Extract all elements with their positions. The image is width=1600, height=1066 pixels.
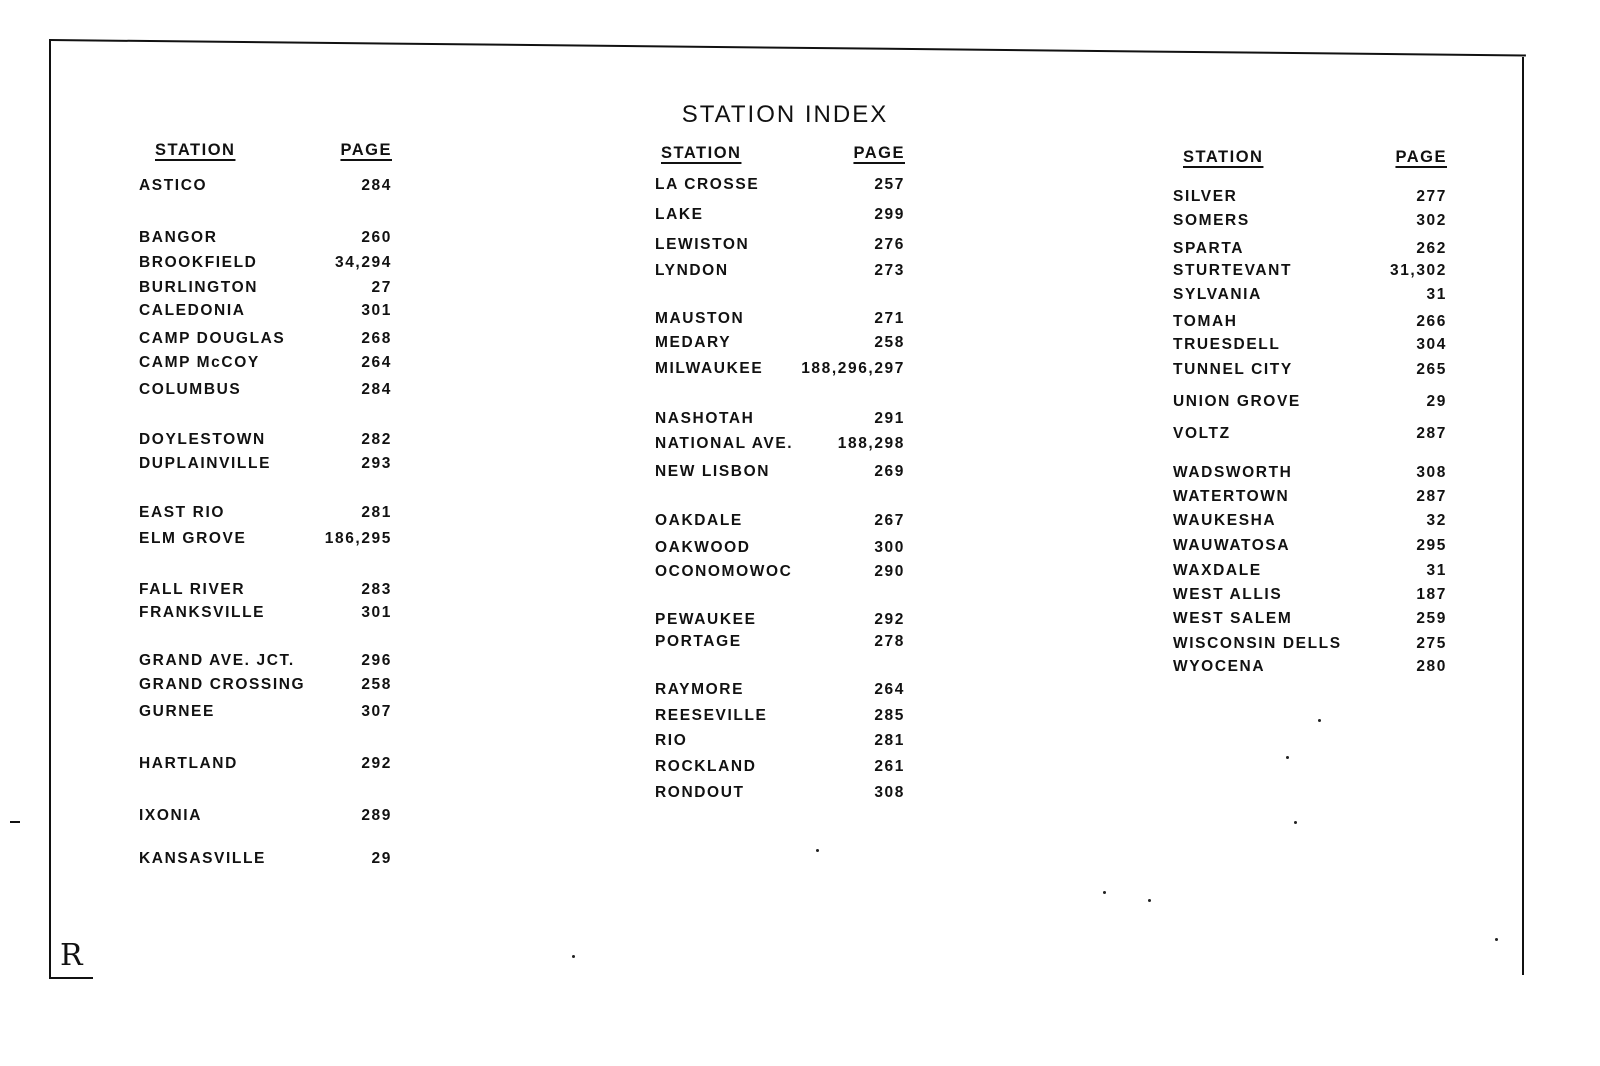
page-number: 292 (874, 611, 905, 628)
station-name: TUNNEL CITY (1173, 361, 1293, 378)
page-number: 291 (874, 410, 905, 427)
page-number: 301 (361, 604, 392, 621)
page-number: 268 (361, 330, 392, 347)
page-number: 31 (1426, 286, 1447, 303)
index-entry (139, 676, 392, 698)
index-entry (139, 703, 392, 725)
page-number: 186,295 (324, 530, 392, 547)
station-name: GRAND CROSSING (139, 676, 306, 693)
station-name: NEW LISBON (655, 463, 771, 480)
page-number: 300 (874, 539, 905, 556)
index-entry (1173, 586, 1447, 608)
page-number: 34,294 (334, 254, 392, 271)
page-header: PAGE (1395, 148, 1447, 166)
page-border-bottom-stub (49, 977, 93, 979)
station-name: SYLVANIA (1173, 286, 1262, 303)
page-number: 284 (361, 381, 392, 398)
page-number: 304 (1416, 336, 1447, 353)
index-entry (1173, 464, 1447, 486)
index-entry (1173, 262, 1447, 284)
index-entry (1173, 488, 1447, 510)
page-header: PAGE (340, 141, 392, 159)
station-name: DOYLESTOWN (139, 431, 266, 448)
index-entry (655, 334, 905, 356)
speck (1103, 891, 1106, 894)
index-entry (139, 302, 392, 324)
station-name: NATIONAL AVE. (655, 435, 794, 452)
index-entry (139, 652, 392, 674)
index-entry (139, 755, 392, 777)
page-number: 32 (1426, 512, 1447, 529)
index-entry (1173, 393, 1447, 415)
page-number: 267 (874, 512, 905, 529)
station-name: IXONIA (139, 807, 202, 824)
station-name: EAST RIO (139, 504, 226, 521)
speck (1148, 899, 1151, 902)
page-number: 271 (874, 310, 905, 327)
station-name: STURTEVANT (1173, 262, 1293, 279)
column-header (139, 141, 392, 171)
station-name: MAUSTON (655, 310, 745, 327)
station-name: WAUKESHA (1173, 512, 1277, 529)
index-entry (139, 581, 392, 603)
station-name: UNION GROVE (1173, 393, 1301, 410)
station-name: HARTLAND (139, 755, 238, 772)
index-entry (655, 310, 905, 332)
station-name: WEST SALEM (1173, 610, 1293, 627)
station-name: LA CROSSE (655, 176, 760, 193)
station-name: LEWISTON (655, 236, 750, 253)
station-name: LYNDON (655, 262, 729, 279)
index-entry (655, 758, 905, 780)
page-number: 275 (1416, 635, 1447, 652)
speck (1318, 719, 1321, 722)
station-name: KANSASVILLE (139, 850, 266, 867)
page-number: 262 (1416, 240, 1447, 257)
index-entry (1173, 512, 1447, 534)
page-number: 299 (874, 206, 905, 223)
index-entry (1173, 313, 1447, 335)
station-name: COLUMBUS (139, 381, 242, 398)
index-entry (655, 512, 905, 534)
station-name: TRUESDELL (1173, 336, 1281, 353)
index-entry (1173, 336, 1447, 358)
page-header: PAGE (853, 144, 905, 162)
station-name: RIO (655, 732, 688, 749)
page-number: 290 (874, 563, 905, 580)
station-name: GRAND AVE. JCT. (139, 652, 295, 669)
index-entry (139, 354, 392, 376)
index-entry (655, 732, 905, 754)
station-name: OAKDALE (655, 512, 743, 529)
speck (572, 955, 575, 958)
station-name: NASHOTAH (655, 410, 755, 427)
station-name: TOMAH (1173, 313, 1238, 330)
station-name: VOLTZ (1173, 425, 1231, 442)
page-number: 308 (1416, 464, 1447, 481)
index-entry (1173, 562, 1447, 584)
index-entry (655, 236, 905, 258)
page-number: 188,296,297 (801, 360, 905, 377)
page-number: 264 (874, 681, 905, 698)
index-entry (655, 681, 905, 703)
page-border-right (1522, 57, 1524, 975)
page-number: 276 (874, 236, 905, 253)
page-number: 278 (874, 633, 905, 650)
page-number: 296 (361, 652, 392, 669)
station-name: DUPLAINVILLE (139, 455, 272, 472)
index-entry (655, 435, 905, 457)
station-name: SOMERS (1173, 212, 1250, 229)
page-number: 277 (1416, 188, 1447, 205)
index-entry (1173, 212, 1447, 234)
station-name: SPARTA (1173, 240, 1245, 257)
station-name: CAMP McCOY (139, 354, 260, 371)
index-entry (655, 539, 905, 561)
index-entry (139, 504, 392, 526)
index-column-1 (139, 141, 392, 881)
speck (816, 849, 819, 852)
index-entry (139, 807, 392, 829)
station-name: FRANKSVILLE (139, 604, 266, 621)
index-entry (655, 563, 905, 585)
station-name: MEDARY (655, 334, 732, 351)
station-name: WYOCENA (1173, 658, 1266, 675)
index-entry (139, 279, 392, 301)
index-entry (655, 633, 905, 655)
page-number: 287 (1416, 425, 1447, 442)
index-entry (655, 176, 905, 198)
index-entry (139, 850, 392, 872)
page-number: 31 (1426, 562, 1447, 579)
station-header: STATION (661, 144, 742, 162)
page-number: 260 (361, 229, 392, 246)
page-number: 266 (1416, 313, 1447, 330)
station-name: MILWAUKEE (655, 360, 764, 377)
index-entry (139, 381, 392, 403)
index-entry (139, 455, 392, 477)
page-number: 283 (361, 581, 392, 598)
station-name: CAMP DOUGLAS (139, 330, 286, 347)
index-entry (139, 330, 392, 352)
page-number: 261 (874, 758, 905, 775)
page-number: 289 (361, 807, 392, 824)
page-number: 308 (874, 784, 905, 801)
page-number: 295 (1416, 537, 1447, 554)
station-name: BURLINGTON (139, 279, 259, 296)
index-entry (1173, 658, 1447, 680)
index-entry (139, 604, 392, 626)
column-header (1173, 148, 1447, 178)
page-number: 29 (1426, 393, 1447, 410)
station-name: WAXDALE (1173, 562, 1262, 579)
index-entry (1173, 240, 1447, 262)
page-number: 29 (371, 850, 392, 867)
page-number: 264 (361, 354, 392, 371)
station-name: REESEVILLE (655, 707, 768, 724)
station-name: RAYMORE (655, 681, 745, 698)
station-name: SILVER (1173, 188, 1238, 205)
page-number: 302 (1416, 212, 1447, 229)
station-name: FALL RIVER (139, 581, 246, 598)
index-entry (1173, 286, 1447, 308)
page-number: 265 (1416, 361, 1447, 378)
index-entry (1173, 188, 1447, 210)
index-entry (1173, 537, 1447, 559)
station-name: ASTICO (139, 177, 208, 194)
station-name: WEST ALLIS (1173, 586, 1283, 603)
index-entry (655, 262, 905, 284)
speck (1286, 756, 1289, 759)
index-entry (655, 611, 905, 633)
page-number: 31,302 (1389, 262, 1447, 279)
station-header: STATION (1183, 148, 1264, 166)
station-name: ELM GROVE (139, 530, 247, 547)
page-number: 293 (361, 455, 392, 472)
index-entry (1173, 610, 1447, 632)
speck (1294, 821, 1297, 824)
index-column-3 (1173, 148, 1447, 688)
index-entry (139, 431, 392, 453)
page-number: 258 (361, 676, 392, 693)
page-number: 257 (874, 176, 905, 193)
page-border-top (50, 39, 1526, 56)
station-name: WATERTOWN (1173, 488, 1290, 505)
station-name: WADSWORTH (1173, 464, 1293, 481)
station-name: PORTAGE (655, 633, 742, 650)
page-number: 292 (361, 755, 392, 772)
station-name: GURNEE (139, 703, 215, 720)
station-name: BANGOR (139, 229, 218, 246)
page-number: 285 (874, 707, 905, 724)
station-name: PEWAUKEE (655, 611, 757, 628)
station-name: OAKWOOD (655, 539, 751, 556)
station-name: LAKE (655, 206, 704, 223)
index-entry (655, 360, 905, 382)
page-title: STATION INDEX (681, 101, 889, 128)
index-entry (139, 254, 392, 276)
column-header (655, 144, 905, 174)
page-number: 282 (361, 431, 392, 448)
page-number: 269 (874, 463, 905, 480)
index-entry (139, 229, 392, 251)
corner-mark: R (60, 938, 83, 973)
station-name: CALEDONIA (139, 302, 246, 319)
page-number: 284 (361, 177, 392, 194)
index-column-2 (655, 144, 905, 814)
page-number: 258 (874, 334, 905, 351)
station-name: RONDOUT (655, 784, 745, 801)
station-name: ROCKLAND (655, 758, 757, 775)
speck (1495, 938, 1498, 941)
page-number: 287 (1416, 488, 1447, 505)
index-entry (655, 463, 905, 485)
index-entry (139, 530, 392, 552)
station-header: STATION (155, 141, 236, 159)
station-name: WISCONSIN DELLS (1173, 635, 1342, 652)
index-entry (139, 177, 392, 199)
page-number: 188,298 (837, 435, 905, 452)
page-number: 307 (361, 703, 392, 720)
index-entry (1173, 425, 1447, 447)
station-name: WAUWATOSA (1173, 537, 1291, 554)
page-number: 187 (1416, 586, 1447, 603)
page-border-left (49, 39, 51, 978)
index-entry (1173, 635, 1447, 657)
page-number: 280 (1416, 658, 1447, 675)
page-number: 27 (371, 279, 392, 296)
index-entry (655, 410, 905, 432)
page-number: 281 (874, 732, 905, 749)
margin-dash (10, 821, 20, 823)
page-number: 281 (361, 504, 392, 521)
index-entry (655, 784, 905, 806)
station-name: BROOKFIELD (139, 254, 258, 271)
page-number: 301 (361, 302, 392, 319)
page-number: 273 (874, 262, 905, 279)
index-entry (655, 206, 905, 228)
station-name: OCONOMOWOC (655, 563, 793, 580)
index-entry (655, 707, 905, 729)
index-entry (1173, 361, 1447, 383)
page-number: 259 (1416, 610, 1447, 627)
